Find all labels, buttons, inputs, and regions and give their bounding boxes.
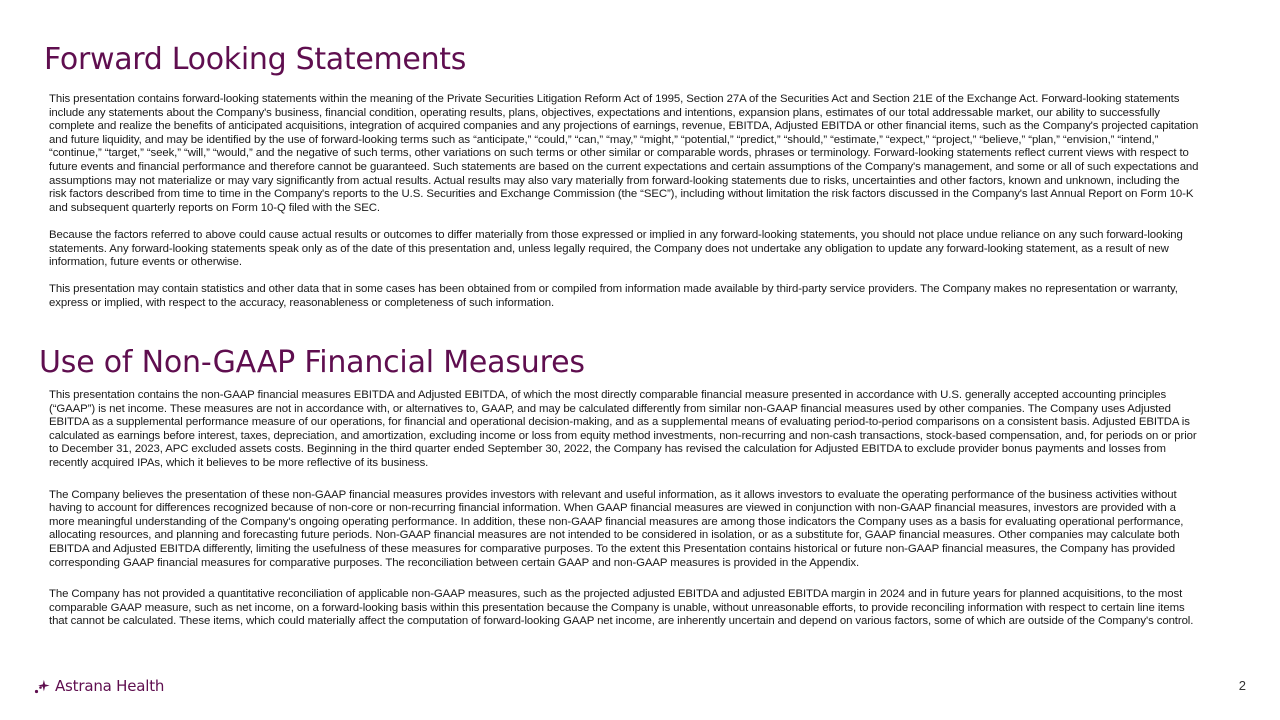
forward-looking-title: Forward Looking Statements <box>44 42 467 77</box>
forward-looking-paragraph-3: This presentation may contain statistics and other data that in some cases has been obtained from or compiled from information made available by third-party service providers. The Company makes no representation or warranty, express or implied, with respect to the accuracy, reasonableness or completeness of such information. <box>49 283 1178 309</box>
page-number: 2 <box>1238 678 1246 693</box>
non-gaap-paragraph-2: The Company believes the presentation of these non-GAAP financial measures provides investors with relevant and useful information, as it allows investors to evaluate the operating performance of the business activities without having to account for differences recognized because of non-core or non-recurring financial information. When GAAP financial measures are viewed in conjunction with non-GAAP financial measures, investors are provided with a more meaningful understanding of the Company's ongoing operating performance. In addition, these non-GAAP financial measures are among those indicators the Company uses as a basis for evaluating operational performance, allocating resources, and planning and forecasting future periods. Non-GAAP financial measures are not intended to be considered in isolation, or as a substitute for, GAAP financial measures. Other companies may calculate both EBITDA and Adjusted EBITDA differently, limiting the usefulness of these measures for comparative purposes. To the extent this Presentation contains historical or future non-GAAP financial measures, the Company has provided corresponding GAAP financial measures for comparative purposes. The reconciliation between certain GAAP and non-GAAP measures is provided in the Appendix. <box>49 488 1184 569</box>
non-gaap-title: Use of Non-GAAP Financial Measures <box>39 345 585 380</box>
forward-looking-paragraph-1: This presentation contains forward-looking statements within the meaning of the Private Securities Litigation Reform Act of 1995, Section 27A of the Securities Act and Section 21E of the Exchange Act. Forward-looking statements include any statements about the Company's business, financial condition, operating results, plans, objectives, expectations and intentions, expansion plans, estimates of our total addressable market, our ability to successfully complete and realize the benefits of anticipated acquisitions, integration of acquired companies and any projections of earnings, revenue, EBITDA, Adjusted EBITDA or other financial items, such as the Company's projected capitation and future liquidity, and may be identified by the use of forward-looking terms such as “anticipate,” “could,” “can,” “may,” “might,” “potential,” “predict,” “should,” “estimate,” “expect,” “project,” “believe,” “plan,” “envision,” “intend,” “continue,” “target,” “seek,” “will,” “would,” and the negative of such terms, other variations on such terms or other similar or comparable words, phrases or terminology. Forward-looking statements reflect current views with respect to future events and financial performance and therefore cannot be guaranteed. Such statements are based on the current expectations and certain assumptions of the Company's management, and some or all of such expectations and assumptions may not materialize or may vary significantly from actual results. Actual results may also vary materially from forward-looking statements due to risks, uncertainties and other factors, known and unknown, including the risk factors described from time to time in the Company's reports to the U.S. Securities and Exchange Commission (the “SEC”), including without limitation the risk factors discussed in the Company's last Annual Report on Form 10-K and subsequent quarterly reports on Form 10-Q filed with the SEC. <box>49 93 1199 214</box>
non-gaap-body <box>49 389 1199 629</box>
company-logo <box>34 676 164 696</box>
company-logo-text: Astrana Health <box>55 677 165 695</box>
forward-looking-paragraph-2: Because the factors referred to above could cause actual results or outcomes to differ materially from those expressed or implied in any forward-looking statements, you should not place undue reliance on any such forward-looking statements. Any forward-looking statements speak only as of the date of this presentation and, unless legally required, the Company does not undertake any obligation to update any forward-looking statement, as a result of new information, future events or otherwise. <box>49 228 1183 269</box>
forward-looking-body <box>49 93 1199 311</box>
sparkle-dots-icon <box>34 677 52 695</box>
non-gaap-paragraph-1: This presentation contains the non-GAAP financial measures EBITDA and Adjusted EBITDA, of which the most directly comparable financial measure presented in accordance with U.S. generally accepted accounting principles (“GAAP”) is net income. These measures are not in accordance with, or alternatives to, GAAP, and may be calculated differently from similar non-GAAP financial measures used by other companies. The Company uses Adjusted EBITDA as a supplemental performance measure of our operations, for financial and operational decision-making, and as a supplemental means of evaluating period-to-period comparisons on a consistent basis. Adjusted EBITDA is calculated as earnings before interest, taxes, depreciation, and amortization, excluding income or loss from equity method investments, non-recurring and non-cash transactions, stock-based compensation, and, for periods on or prior to December 31, 2023, APC excluded assets costs. Beginning in the third quarter ended September 30, 2022, the Company has revised the calculation for Adjusted EBITDA to exclude provider bonus payments and losses from recently acquired IPAs, which it believes to be more reflective of its business. <box>49 389 1197 469</box>
non-gaap-paragraph-3: The Company has not provided a quantitative reconciliation of applicable non-GAAP measures, such as the projected adjusted EBITDA and adjusted EBITDA margin in 2024 and in future years for planned acquisitions, to the most comparable GAAP measure, such as net income, on a forward-looking basis within this presentation because the Company is unable, without unreasonable efforts, to provide reconciling information with respect to certain line items that cannot be calculated. These items, which could materially affect the computation of forward-looking GAAP net income, are inherently uncertain and depend on various factors, some of which are outside of the Company's control. <box>49 588 1194 628</box>
